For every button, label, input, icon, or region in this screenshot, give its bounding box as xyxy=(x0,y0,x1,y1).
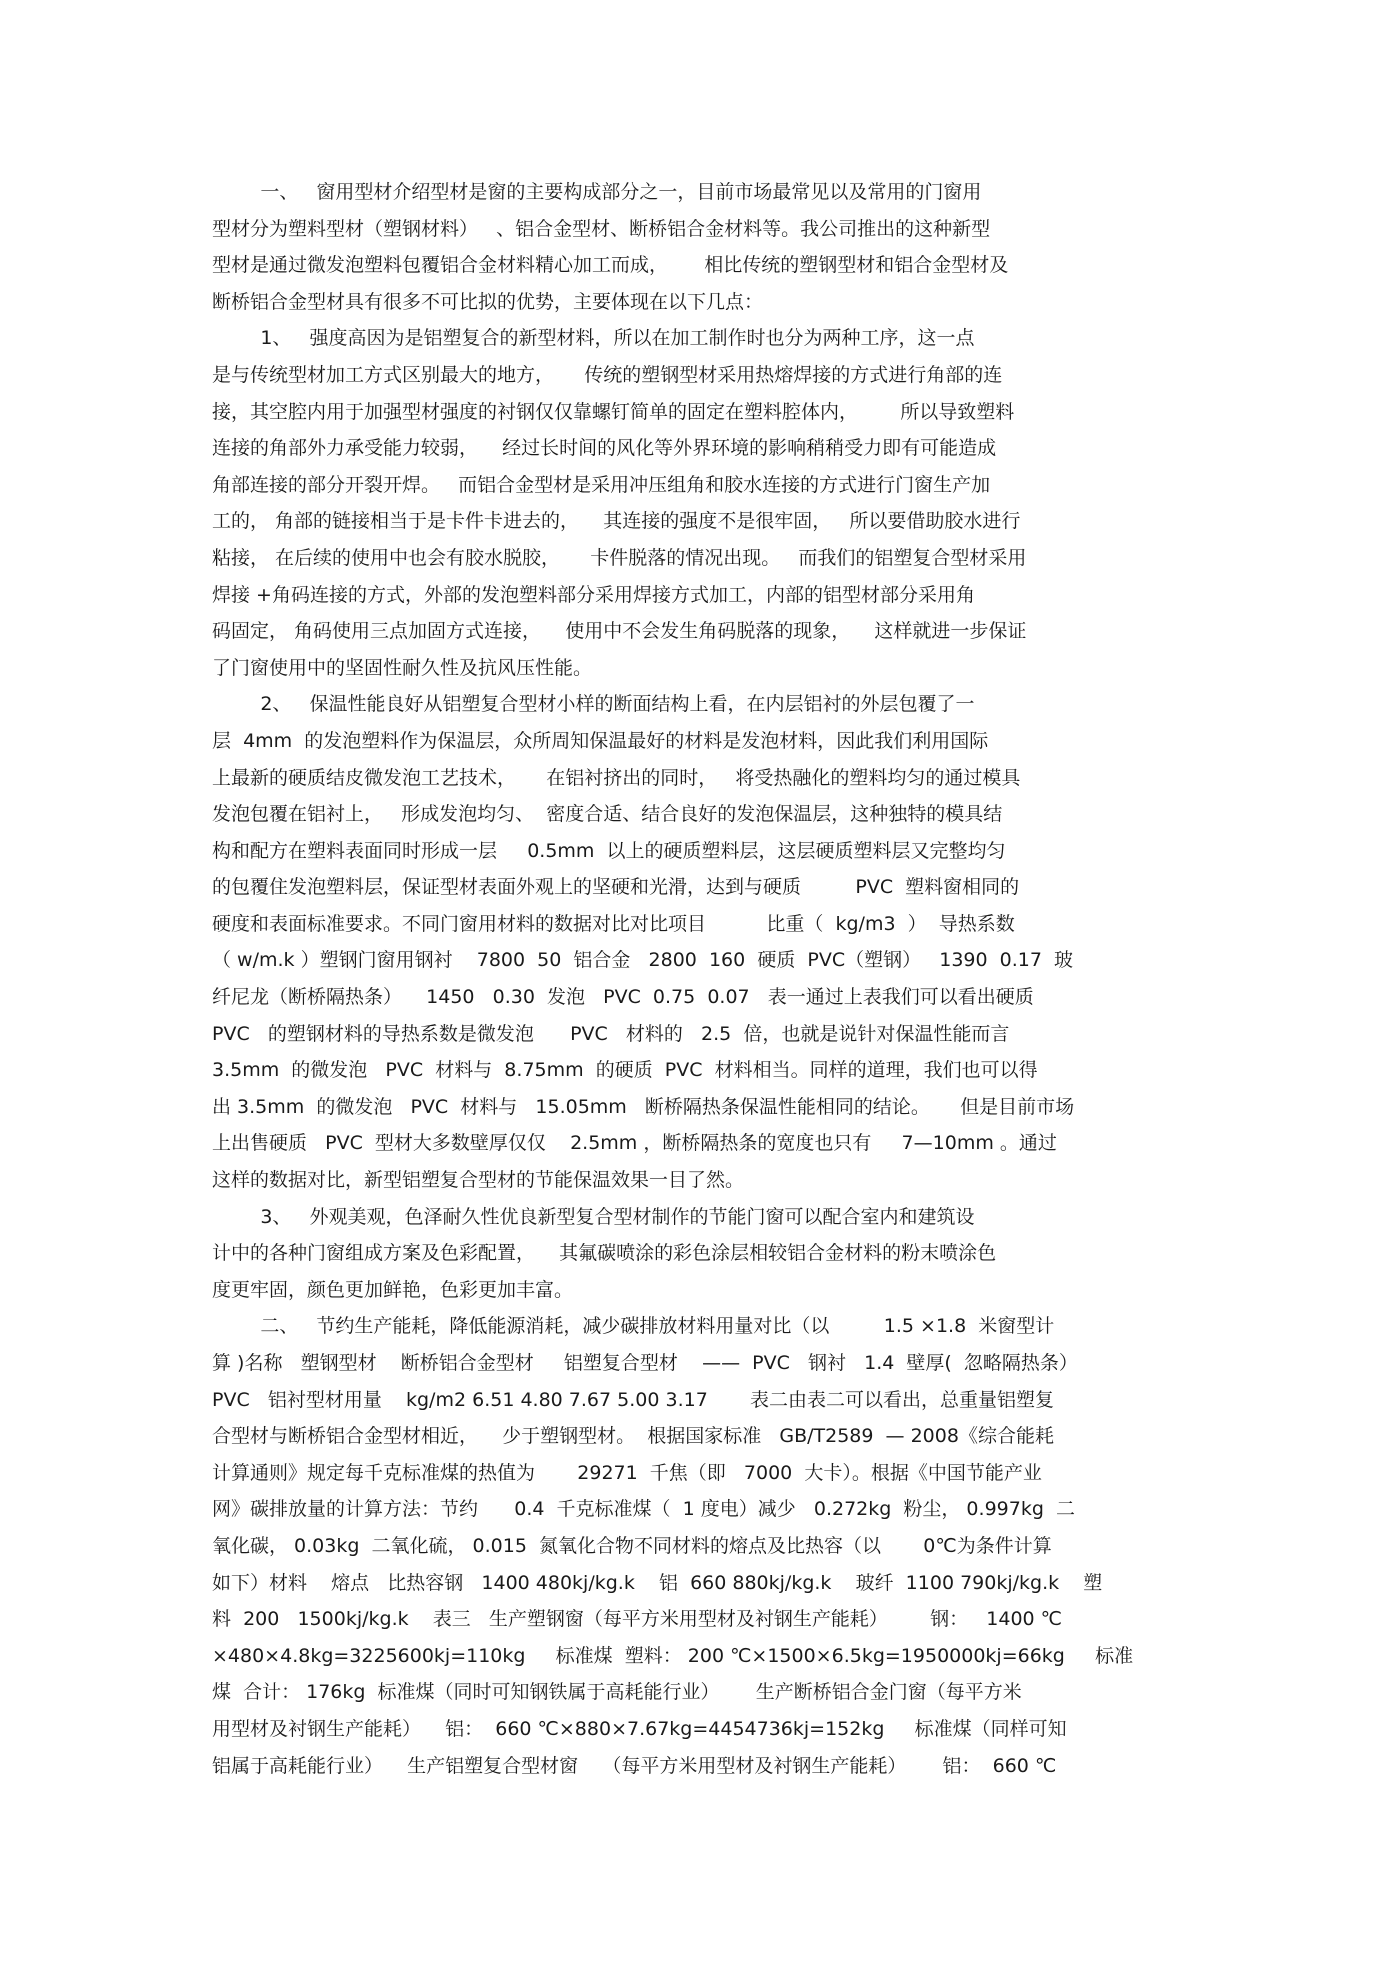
text-line: 计中的各种门窗组成方案及色彩配置， 其氟碳喷涂的彩色涂层相较铝合金材料的粉末喷涂色 xyxy=(212,1242,997,1265)
text-line: 了门窗使用中的坚固性耐久性及抗风压性能。 xyxy=(212,656,593,679)
text-line: 断桥铝合金型材具有很多不可比拟的优势，主要体现在以下几点： xyxy=(212,290,764,313)
text-line: 的包覆住发泡塑料层，保证型材表面外观上的坚硬和光滑，达到与硬质 PVC 塑料窗相同的 xyxy=(212,876,1020,899)
text-line: 焊接 +角码连接的方式，外部的发泡塑料部分采用焊接方式加工，内部的铝型材部分采用角 xyxy=(212,583,975,606)
text-line: 层 4mm 的发泡塑料作为保温层，众所周知保温最好的材料是发泡材料，因此我们利用国际 xyxy=(212,729,989,752)
text-line: 1、 强度高因为是铝塑复合的新型材料，所以在加工制作时也分为两种工序，这一点 xyxy=(212,327,975,350)
text-line: ×480×4.8kg=3225600kj=110kg 标准煤 塑料： 200 ℃×1500×6.5kg=1950000kj=66kg 标准 xyxy=(212,1644,1134,1667)
text-line: 工的， 角部的链接相当于是卡件卡进去的， 其连接的强度不是很牢固， 所以要借助胶水进行 xyxy=(212,510,1021,533)
text-line: 是与传统型材加工方式区别最大的地方， 传统的塑钢型材采用热熔焊接的方式进行角部的连 xyxy=(212,363,1003,386)
text-line: 如下）材料 熔点 比热容钢 1400 480kj/kg.k 铝 660 880kj/kg.k 玻纤 1100 790kj/kg.k 塑 xyxy=(212,1571,1103,1594)
text-line: PVC 的塑钢材料的导热系数是微发泡 PVC 材料的 2.5 倍，也就是说针对保温性能而言 xyxy=(212,1022,1010,1045)
text-line: 二、 节约生产能耗，降低能源消耗，减少碳排放材料用量对比（以 1.5 ×1.8 米窗型计 xyxy=(212,1315,1055,1338)
text-line: 发泡包覆在铝衬上， 形成发泡均匀、 密度合适、结合良好的发泡保温层，这种独特的模具结 xyxy=(212,803,1003,826)
text-line: 煤 合计： 176kg 标准煤（同时可知钢铁属于高耗能行业） 生产断桥铝合金门窗（每平方米 xyxy=(212,1681,1022,1704)
text-line: 码固定， 角码使用三点加固方式连接， 使用中不会发生角码脱落的现象， 这样就进一步保证 xyxy=(212,620,1027,643)
text-line: 计算通则》规定每千克标准煤的热值为 29271 千焦（即 7000 大卡）。根据《中国节能产业 xyxy=(212,1461,1042,1484)
text-line: 铝属于高耗能行业） 生产铝塑复合型材窗 （每平方米用型材及衬钢生产能耗） 铝： 660 ℃ xyxy=(212,1754,1057,1777)
text-line: 用型材及衬钢生产能耗） 铝： 660 ℃×880×7.67kg=4454736kj=152kg 标准煤（同样可知 xyxy=(212,1717,1067,1740)
text-line: 型材分为塑料型材（塑钢材料） 、铝合金型材、断桥铝合金材料等。我公司推出的这种新型 xyxy=(212,217,991,240)
text-line: 3.5mm 的微发泡 PVC 材料与 8.75mm 的硬质 PVC 材料相当。同样的道理，我们也可以得 xyxy=(212,1059,1038,1082)
text-line: 上出售硬质 PVC 型材大多数壁厚仅仅 2.5mm ，断桥隔热条的宽度也只有 7—10mm 。通过 xyxy=(212,1132,1057,1155)
text-line: 粘接， 在后续的使用中也会有胶水脱胶， 卡件脱落的情况出现。 而我们的铝塑复合型材采用 xyxy=(212,546,1027,569)
text-line: 网》碳排放量的计算方法：节约 0.4 千克标准煤（ 1 度电）减少 0.272kg 粉尘， 0.997kg 二 xyxy=(212,1498,1075,1521)
text-line: 出 3.5mm 的微发泡 PVC 材料与 15.05mm 断桥隔热条保温性能相同的结论。 但是目前市场 xyxy=(212,1095,1075,1118)
text-line: PVC 铝衬型材用量 kg/m2 6.51 4.80 7.67 5.00 3.17 表二由表二可以看出，总重量铝塑复 xyxy=(212,1388,1055,1411)
text-line: 合型材与断桥铝合金型材相近， 少于塑钢型材。 根据国家标准 GB/T2589 — 2008《综合能耗 xyxy=(212,1425,1054,1448)
text-line: 接，其空腔内用于加强型材强度的衬钢仅仅靠螺钉简单的固定在塑料腔体内， 所以导致塑料 xyxy=(212,400,1015,423)
text-line: 构和配方在塑料表面同时形成一层 0.5mm 以上的硬质塑料层，这层硬质塑料层又完整均匀 xyxy=(212,839,1006,862)
text-line: 纤尼龙（断桥隔热条） 1450 0.30 发泡 PVC 0.75 0.07 表一通过上表我们可以看出硬质 xyxy=(212,986,1034,1009)
text-line: 一、 窗用型材介绍型材是窗的主要构成部分之一，目前市场最常见以及常用的门窗用 xyxy=(212,181,982,203)
text-line: 连接的角部外力承受能力较弱， 经过长时间的风化等外界环境的影响稍稍受力即有可能造成 xyxy=(212,437,997,460)
text-line: 度更牢固，颜色更加鲜艳，色彩更加丰富。 xyxy=(212,1278,574,1301)
text-line: 型材是通过微发泡塑料包覆铝合金材料精心加工而成， 相比传统的塑钢型材和铝合金型材及 xyxy=(212,254,1009,277)
body-text xyxy=(212,174,1192,1784)
text-line: 料 200 1500kj/kg.k 表三 生产塑钢窗（每平方米用型材及衬钢生产能耗） 钢： 1400 ℃ xyxy=(212,1608,1063,1631)
text-line: 这样的数据对比，新型铝塑复合型材的节能保温效果一目了然。 xyxy=(212,1169,745,1192)
text-line: 3、 外观美观，色泽耐久性优良新型复合型材制作的节能门窗可以配合室内和建筑设 xyxy=(212,1205,975,1228)
text-line: 硬度和表面标准要求。不同门窗用材料的数据对比对比项目 比重（ kg/m3 ） 导热系数 xyxy=(212,912,1015,935)
text-line: 氧化碳， 0.03kg 二氧化硫， 0.015 氮氧化合物不同材料的熔点及比热容（以 0℃为条件计算 xyxy=(212,1534,1052,1557)
text-line: 2、 保温性能良好从铝塑复合型材小样的断面结构上看，在内层铝衬的外层包覆了一 xyxy=(212,693,975,716)
text-line: （ w/m.k ）塑钢门窗用钢衬 7800 50 铝合金 2800 160 硬质 PVC（塑钢） 1390 0.17 玻 xyxy=(212,949,1074,972)
text-line: 角部连接的部分开裂开焊。 而铝合金型材是采用冲压组角和胶水连接的方式进行门窗生产加 xyxy=(212,473,991,496)
text-line: 算 )名称 塑钢型材 断桥铝合金型材 铝塑复合型材 —— PVC 钢衬 1.4 壁厚( 忽略隔热条） xyxy=(212,1352,1078,1374)
text-line: 上最新的硬质结皮微发泡工艺技术， 在铝衬挤出的同时， 将受热融化的塑料均匀的通过模具 xyxy=(212,766,1021,789)
